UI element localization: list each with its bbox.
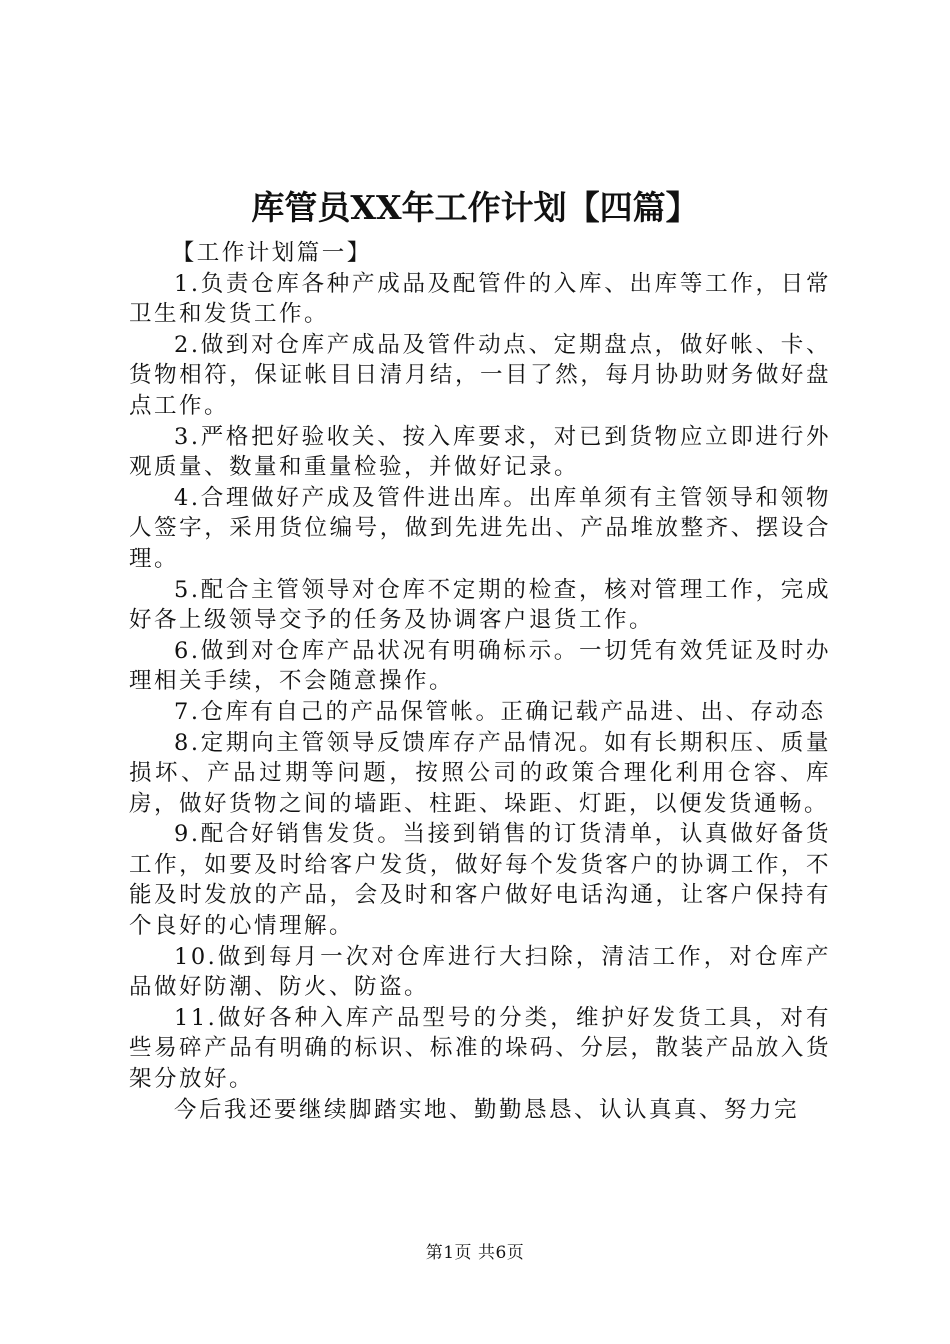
document-title: 库管员XX年工作计划【四篇】	[251, 188, 699, 227]
paragraph-6: 6.做到对仓库产品状况有明确标示。一切凭有效凭证及时办理相关手续，不会随意操作。	[129, 637, 831, 695]
paragraph-4: 4.合理做好产成及管件进出库。出库单须有主管领导和领物人签字，采用货位编号，做到先进先出、产品堆放整齐、摆设合理。	[129, 484, 831, 572]
paragraph-9: 9.配合好销售发货。当接到销售的订货清单，认真做好备货工作，如要及时给客户发货，做好每个发货客户的协调工作，不能及时发放的产品，会及时和客户做好电话沟通，让客户保持有个良好的心情理解。	[129, 821, 831, 940]
paragraph-8: 8.定期向主管领导反馈库存产品情况。如有长期积压、质量损坏、产品过期等问题，按照公司的政策合理化利用仓容、库房，做好货物之间的墙距、柱距、垛距、灯距，以便发货通畅。	[129, 729, 831, 817]
page-footer: 第1页 共6页	[425, 1243, 525, 1263]
paragraph-2: 2.做到对仓库产成品及管件动点、定期盘点，做好帐、卡、货物相符，保证帐目日清月结，一目了然，每月协助财务做好盘点工作。	[129, 331, 831, 419]
document-body	[129, 238, 831, 1125]
section-heading: 【工作计划篇一】	[171, 240, 372, 266]
paragraph-1: 1.负责仓库各种产成品及配管件的入库、出库等工作，日常卫生和发货工作。	[129, 270, 831, 328]
paragraph-11: 11.做好各种入库产品型号的分类，维护好发货工具，对有些易碎产品有明确的标识、标准的垛码、分层，散装产品放入货架分放好。	[129, 1004, 831, 1093]
paragraph-closing: 今后我还要继续脚踏实地、勤勤恳恳、认认真真、努力完	[174, 1096, 800, 1123]
paragraph-7: 7.仓库有自己的产品保管帐。正确记载产品进、出、存动态	[174, 698, 826, 725]
paragraph-10: 10.做到每月一次对仓库进行大扫除，清洁工作，对仓库产品做好防潮、防火、防盗。	[129, 943, 831, 1001]
paragraph-3: 3.严格把好验收关、按入库要求，对已到货物应立即进行外观质量、数量和重量检验，并做好记录。	[129, 423, 831, 481]
paragraph-5: 5.配合主管领导对仓库不定期的检查，核对管理工作，完成好各上级领导交予的任务及协调客户退货工作。	[129, 576, 831, 634]
